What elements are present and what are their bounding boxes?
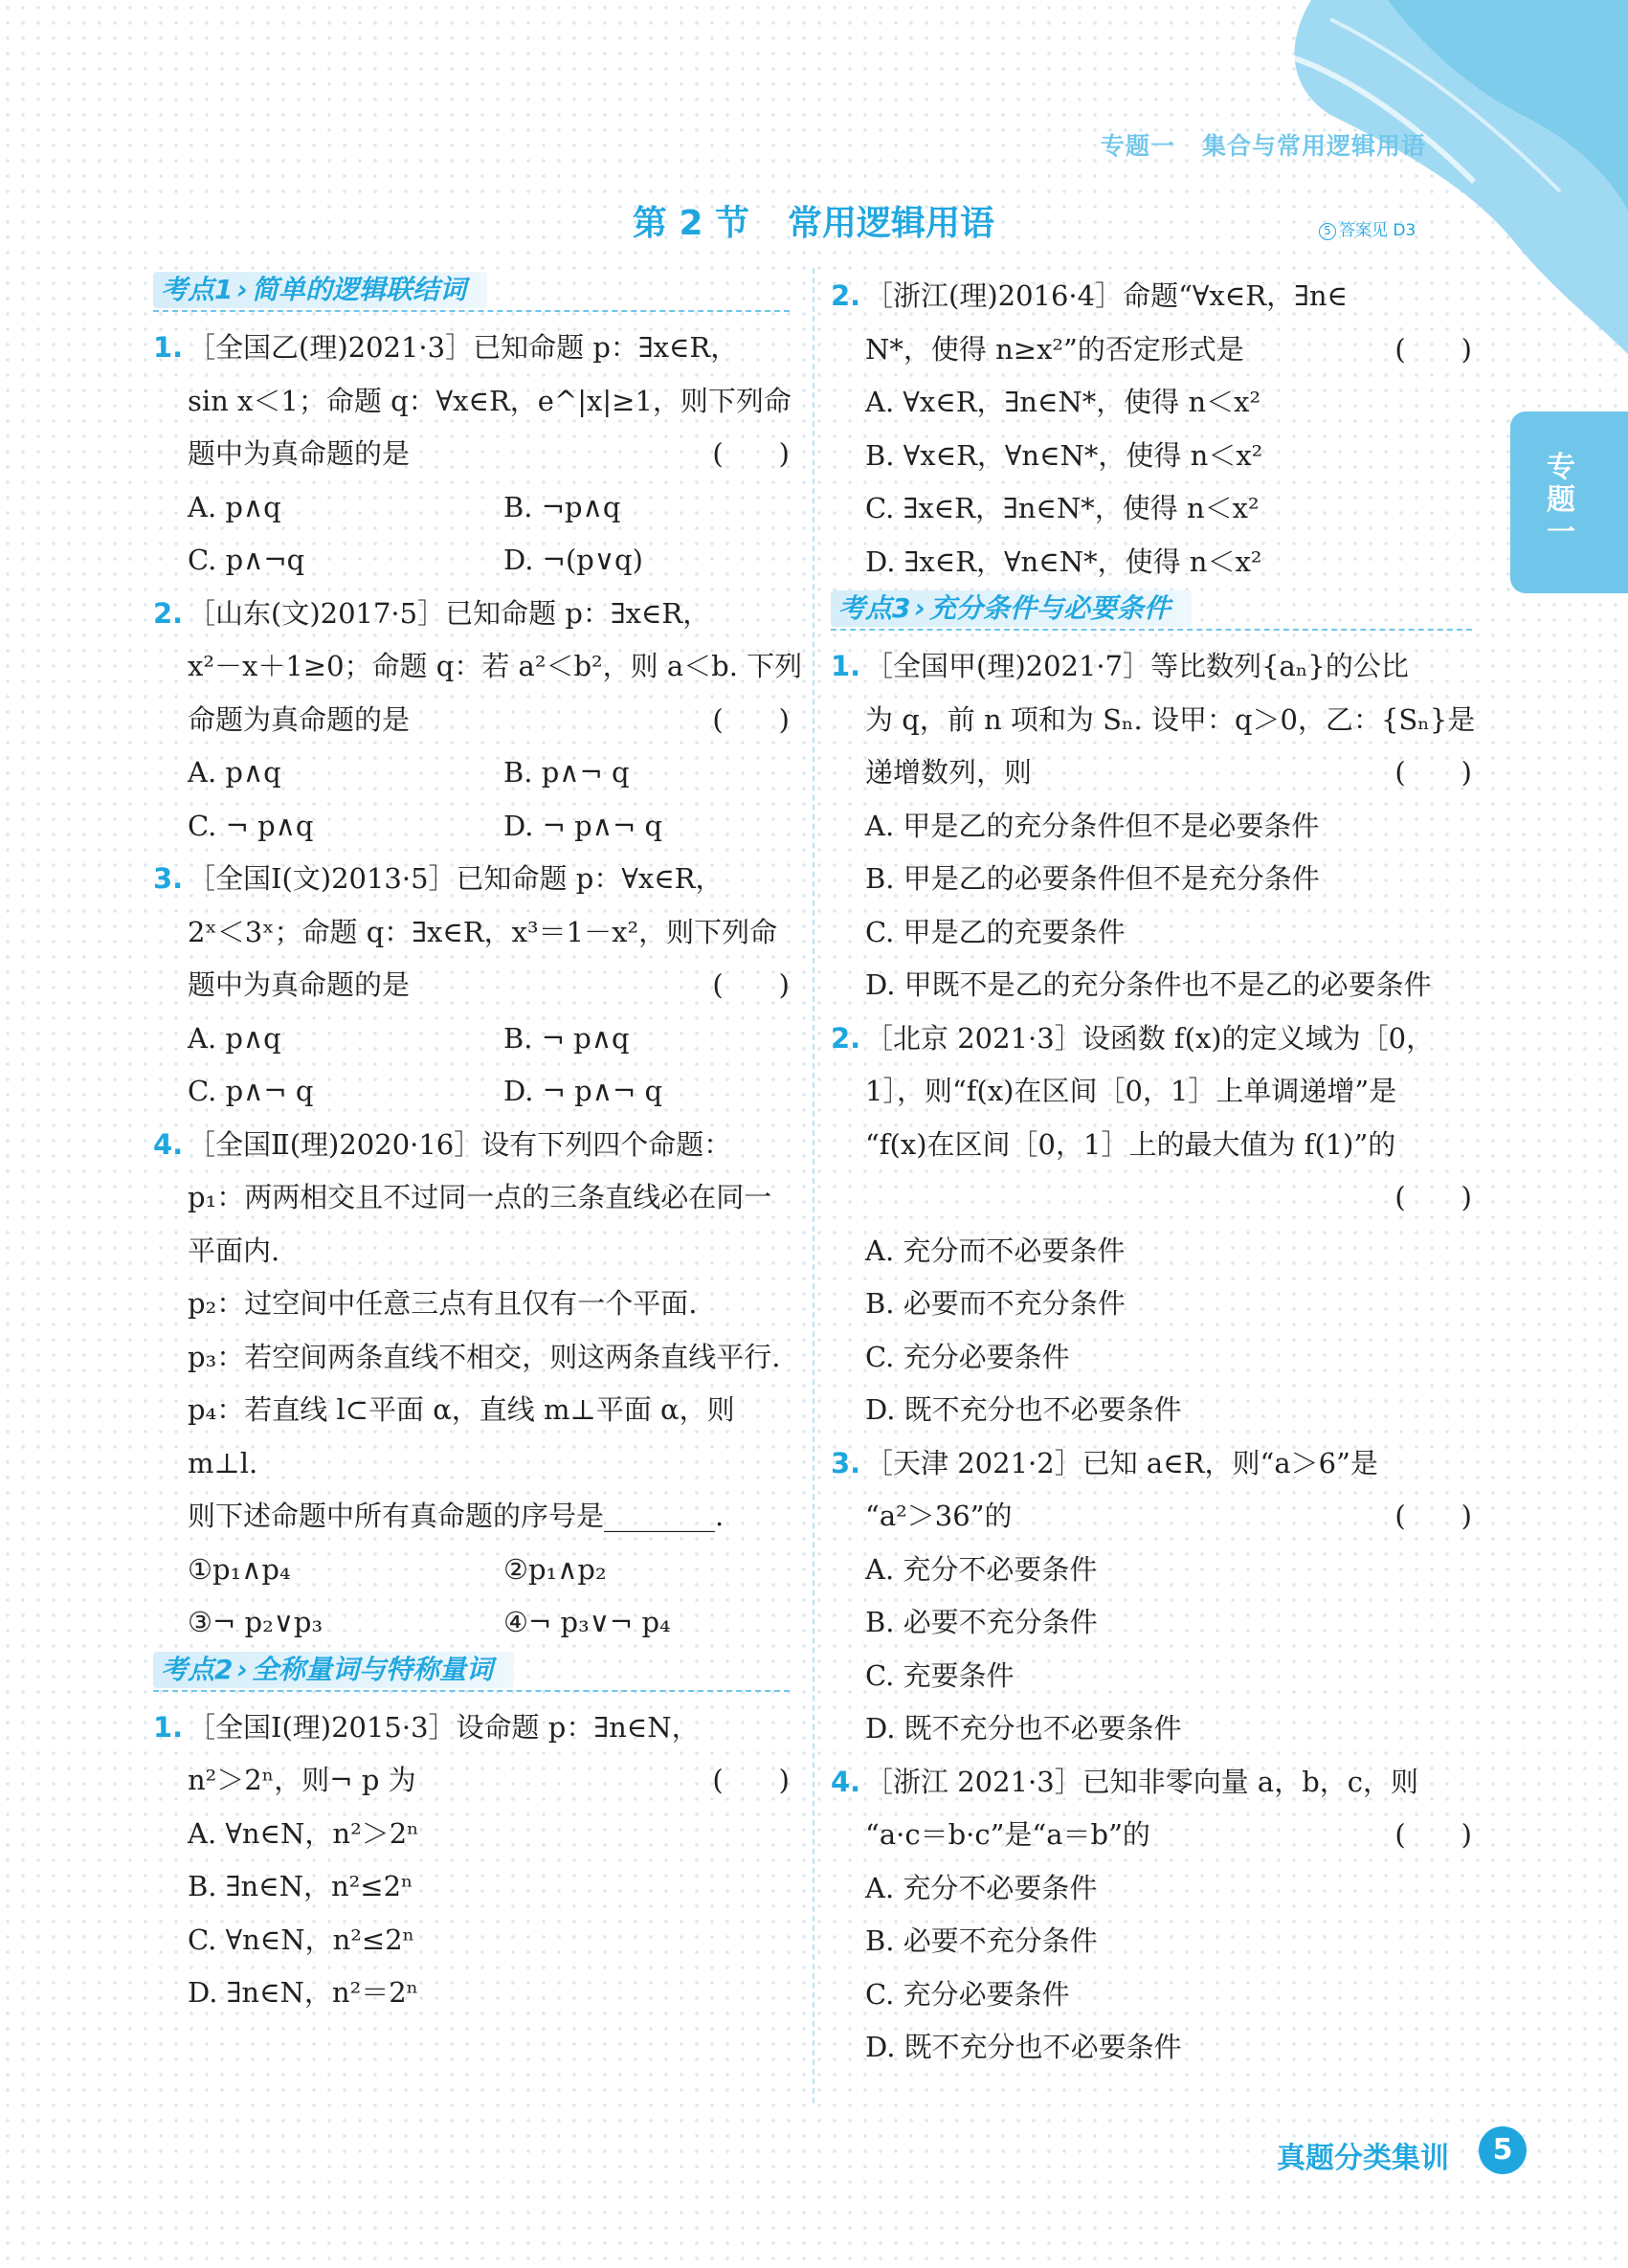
option-a: A. 充分而不必要条件 [865, 1234, 1126, 1267]
page-number: 5 [1479, 2126, 1527, 2174]
option-d: D. 既不充分也不必要条件 [865, 1393, 1182, 1426]
question-7: 1. ［全国甲(理)2021·7］等比数列{aₙ}的公比 为 q，前 n 项和为 Sₙ. 设甲：q＞0，乙：{Sₙ}是 递增数列，则 ( ) A. 甲是乙的充分条件但不是必要条件 B. 甲是乙的必要条件但不是充分条件 C. 甲是乙的充要条件 D. 甲既不是乙的充分条件也不是乙的必要条件 [831, 640, 1472, 1012]
option-a: A. 充分不必要条件 [865, 1552, 1098, 1586]
section-header-2 [153, 1652, 790, 1692]
question-number: 1. [153, 331, 184, 364]
option-d: D. ¬ p∧¬ q [503, 809, 663, 842]
statement-p2: p₂：过空间中任意三点有且仅有一个平面. [188, 1287, 698, 1320]
answer-blank: ( ) [712, 1764, 790, 1796]
option-b: B. ∃n∈N，n²≤2ⁿ [188, 1870, 413, 1902]
option-d: D. 甲既不是乙的充分条件也不是乙的必要条件 [865, 968, 1432, 1001]
side-tab-label: 专题一 [1547, 451, 1575, 549]
answer-blank: ( ) [712, 968, 790, 1001]
options [188, 481, 790, 588]
option-1: ①p₁∧p₄ [188, 1552, 291, 1586]
question-number: 2. [831, 1021, 861, 1055]
options [188, 1012, 790, 1119]
option-4: ④¬ p₃∨¬ p₄ [503, 1606, 671, 1638]
option-a: A. ∀n∈N，n²＞2ⁿ [188, 1816, 419, 1850]
footer-book-title: 真题分类集训 [1277, 2142, 1449, 2175]
option-a: A. ∀x∈R，∃n∈N*，使得 n＜x² [865, 386, 1261, 418]
answer-blank: ( ) [712, 702, 790, 736]
options [188, 746, 790, 853]
chapter-topic-title: 集合与常用逻辑用语 [1202, 132, 1427, 160]
question-4: 4. ［全国Ⅱ(理)2020·16］设有下列四个命题： p₁：两两相交且不过同一点的三条直线必在同一平面内. p₂：过空间中任意三点有且仅有一个平面. p₃：若空间两条直线不相交，则这两条直线平行. p₄：若直线 l⊂平面 α，直线 m⊥平面 α，则m⊥l. 则下述命题中所有真命题的序号是________. ①p₁∧p₄ ②p₁∧p₂ ③¬ p₂∨p₃ ④¬ p₃∨¬ p₄ [153, 1119, 790, 1650]
section-number: 第 2 节 [632, 204, 750, 243]
option-b: B. 甲是乙的必要条件但不是充分条件 [865, 862, 1320, 895]
question-number: 1. [153, 1710, 184, 1744]
question-number: 1. [831, 650, 861, 682]
option-b: B. 必要而不充分条件 [865, 1287, 1126, 1320]
question-3: 3. ［全国Ⅰ(文)2013·5］已知命题 p：∀x∈R， 2ˣ＜3ˣ；命题 q：∃x∈R，x³＝1－x²，则下列命 题中为真命题的是 ( ) A. p∧q B. ¬ p∧q C. p∧¬ q D. ¬ p∧¬ q [153, 853, 790, 1119]
question-number: 2. [153, 596, 184, 630]
options [188, 1544, 790, 1650]
answer-ref-text: 答案见 D3 [1339, 221, 1416, 240]
answer-blank: ( ) [1394, 1181, 1472, 1213]
chapter-topic: 专题一 [1101, 132, 1176, 160]
answer-reference [1319, 216, 1416, 240]
answer-icon: 5 [1319, 223, 1336, 240]
question-8: 2. ［北京 2021·3］设函数 f(x)的定义域为［0， 1］，则“f(x)在区间［0，1］上单调递增”是 “f(x)在区间［0，1］上的最大值为 f(1)”的 ( ) A. 充分而不必要条件 B. 必要而不充分条件 C. 充分必要条件 D. 既不充分也不必要条件 [831, 1012, 1472, 1437]
side-tab [1510, 411, 1628, 593]
statement-p3: p₃：若空间两条直线不相交，则这两条直线平行. [188, 1340, 781, 1373]
answer-blank: ( ) [1394, 756, 1472, 789]
option-c: C. p∧¬q [188, 544, 305, 576]
option-c: C. 充要条件 [865, 1658, 1015, 1692]
option-c: C. 充分必要条件 [865, 1977, 1070, 2011]
question-number: 4. [831, 1765, 861, 1798]
question-6: 2. ［浙江(理)2016·4］命题“∀x∈R，∃n∈ N*，使得 n≥x²”的否定形式是 ( ) A. ∀x∈R，∃n∈N*，使得 n＜x² B. ∀x∈R，∀n∈N*，使得 n＜x² C. ∃x∈R，∃n∈N*，使得 n＜x² D. ∃x∈R，∀n∈N*，使得 n＜x² [831, 270, 1472, 589]
chapter-header [1101, 127, 1426, 162]
option-a: A. 甲是乙的充分条件但不是必要条件 [865, 809, 1320, 842]
option-c: C. ¬ p∧q [188, 809, 314, 842]
option-3: ③¬ p₂∨p₃ [188, 1606, 323, 1638]
option-b: B. 必要不充分条件 [865, 1606, 1098, 1638]
question-5: 1. ［全国Ⅰ(理)2015·3］设命题 p：∃n∈N， n²＞2ⁿ，则¬ p 为 ( ) A. ∀n∈N，n²＞2ⁿ B. ∃n∈N，n²≤2ⁿ C. ∀n∈N，n²≤2ⁿ D. ∃n∈N，n²＝2ⁿ [153, 1701, 790, 2020]
option-b: B. ¬p∧q [503, 490, 621, 523]
section-header-3 [831, 590, 1472, 631]
right-column [831, 270, 1476, 2075]
answer-blank: ( ) [1394, 1818, 1472, 1851]
question-number: 4. [153, 1127, 184, 1161]
question-number: 3. [153, 862, 184, 895]
option-d: D. ∃x∈R，∀n∈N*，使得 n＜x² [865, 545, 1262, 578]
option-a: A. p∧q [188, 490, 281, 523]
option-c: C. ∀n∈N，n²≤2ⁿ [188, 1923, 415, 1956]
option-c: C. ∃x∈R，∃n∈N*，使得 n＜x² [865, 492, 1260, 524]
option-d: D. ¬ p∧¬ q [503, 1075, 663, 1107]
option-c: C. 甲是乙的充要条件 [865, 915, 1126, 948]
column-divider [813, 268, 814, 2103]
answer-blank: ( ) [1394, 332, 1472, 366]
answer-blank: ( ) [1394, 1500, 1472, 1532]
section-badge: 考点1 › 简单的逻辑联结词 [153, 272, 487, 308]
option-d: D. ¬(p∨q) [503, 544, 643, 576]
question-ask: 则下述命题中所有真命题的序号是________. [188, 1500, 725, 1532]
question-10: 4. ［浙江 2021·3］已知非零向量 a，b，c，则 “a·c＝b·c”是“a＝b”的 ( ) A. 充分不必要条件 B. 必要不充分条件 C. 充分必要条件 D. 既不充分也不必要条件 [831, 1756, 1472, 2075]
option-a: A. p∧q [188, 1021, 281, 1055]
option-a: A. p∧q [188, 756, 281, 789]
option-d: D. ∃n∈N，n²＝2ⁿ [188, 1976, 419, 2009]
option-b: B. ∀x∈R，∀n∈N*，使得 n＜x² [865, 438, 1263, 472]
option-b: B. 必要不充分条件 [865, 1924, 1098, 1957]
question-1: 1. ［全国乙(理)2021·3］已知命题 p：∃x∈R， sin x＜1；命题 q：∀x∈R，e^|x|≥1，则下列命 题中为真命题的是 ( ) A. p∧q B. ¬p∧q C. p∧¬q D. ¬(p∨q) [153, 322, 790, 588]
question-9: 3. ［天津 2021·2］已知 a∈R，则“a＞6”是 “a²＞36”的 ( ) A. 充分不必要条件 B. 必要不充分条件 C. 充要条件 D. 既不充分也不必要条件 [831, 1437, 1472, 1756]
option-2: ②p₁∧p₂ [503, 1552, 607, 1586]
left-column [153, 270, 803, 2020]
option-d: D. 既不充分也不必要条件 [865, 2031, 1182, 2063]
question-number: 3. [831, 1446, 861, 1479]
option-c: C. 充分必要条件 [865, 1340, 1070, 1373]
option-b: B. p∧¬ q [503, 756, 630, 789]
section-name: 常用逻辑用语 [788, 204, 995, 243]
statement-p4: p₄：若直线 l⊂平面 α，直线 m⊥平面 α，则m⊥l. [188, 1393, 735, 1479]
question-number: 2. [831, 279, 861, 312]
section-badge: 考点2 › 全称量词与特称量词 [153, 1652, 514, 1688]
option-b: B. ¬ p∧q [503, 1021, 630, 1055]
section-badge: 考点3 › 充分条件与必要条件 [831, 590, 1192, 627]
section-header-1 [153, 272, 790, 312]
option-c: C. p∧¬ q [188, 1075, 314, 1107]
option-a: A. 充分不必要条件 [865, 1871, 1098, 1904]
question-2: 2. ［山东(文)2017·5］已知命题 p：∃x∈R， x²－x＋1≥0；命题 q：若 a²＜b²，则 a＜b. 下列 命题为真命题的是 ( ) A. p∧q B. p∧¬ q C. ¬ p∧q D. ¬ p∧¬ q [153, 588, 790, 854]
statement-p1: p₁：两两相交且不过同一点的三条直线必在同一平面内. [188, 1181, 772, 1267]
answer-blank: ( ) [712, 437, 790, 470]
option-d: D. 既不充分也不必要条件 [865, 1712, 1182, 1745]
